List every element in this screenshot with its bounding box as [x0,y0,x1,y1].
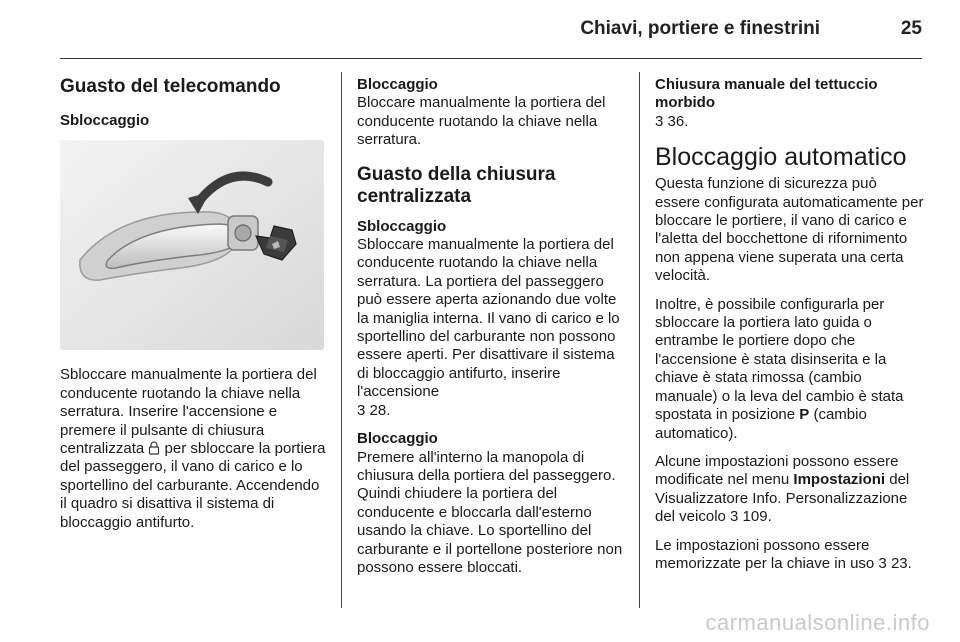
auto-lock-paragraph-1: Questa funzione di sicurezza può essere configurata automaticamente per bloccare le portiere, il vano di carico e l'aletta del bocchettone di rifornimento non appena viene superata una certa velocità. [655,175,924,285]
auto-lock-paragraph-2: Inoltre, è possibile configurarla per sbloccare la portiera lato guida o entrambe le portiere dopo che l'accensione è stata disinserita e la chiave è stata rimossa (cambio manuale) o la leva del cambio è stata spostata in posizione P (cambio automatico). [655,295,904,442]
auto-lock-paragraph-4: Le impostazioni possono essere memorizzate per la chiave in uso 3 23. [655,536,912,572]
chapter-title: Chiavi, portiere e finestrini [580,18,820,39]
lock-icon [148,441,160,455]
column-3 [655,76,925,583]
page-number: 25 [900,18,922,39]
column-1 [60,76,326,542]
section-heading-remote-failure: Guasto del telecomando [60,76,281,97]
section-heading-central-lock-failure: Guasto della chiusura centralizzata [357,163,556,207]
door-handle-key-illustration [60,140,324,350]
column-divider-1 [341,72,342,608]
subheading-soft-top: Chiusura manuale del tettuccio morbido [655,76,878,112]
unlock-instructions-paragraph: Sbloccare manualmente la portiera del conducente ruotando la chiave nella serratura. Inserire l'accensione e premere il pulsante di chiusura centralizzata per sbloccare la portiera del passeggero, il vano di carico e lo sportellino del carburante. Accendendo il quadro si disattiva il sistema di bloccaggio antifurto. [60,366,326,531]
section-heading-auto-locking: Bloccaggio automatico [655,143,907,172]
watermark: carmanualsonline.info [705,610,930,635]
central-lock-paragraph: Premere all'interno la manopola di chiusura della portiera del passeggero. Quindi chiudere la portiera del conducente e bloccarla dall'esterno usando la chiave. Lo sportellino del carburante e il portellone posteriore non possono essere bloccati. [357,448,623,576]
page-reference: 3 28. [357,401,391,419]
central-unlock-paragraph: Sbloccare manualmente la portiera del conducente ruotando la chiave nella serratura. La portiera del passeggero può essere aperta azionando due volte la maniglia interna. Il vano di carico e lo sportellino del carburante non possono essere aperti. Per disattivare il sistema di bloccaggio antifurto, inserire l'accensione 3 28. [357,236,620,419]
subheading-locking: Bloccaggio [357,76,438,93]
subheading-locking-2: Bloccaggio [357,430,438,448]
subheading-unlocking-2: Sbloccaggio [357,217,447,235]
page-reference: 3 36. [655,112,689,130]
header-divider [60,58,922,59]
column-divider-2 [639,72,640,608]
auto-lock-paragraph-3: Alcune impostazioni possono essere modificate nel menu Impostazioni del Visualizzatore Info. Personalizzazione del veicolo 3 109. [655,452,910,526]
column-2 [357,76,625,587]
subheading-unlocking: Sbloccaggio [60,112,150,129]
locking-paragraph: Bloccare manualmente la portiera del conducente ruotando la chiave nella serratura. [357,94,606,149]
